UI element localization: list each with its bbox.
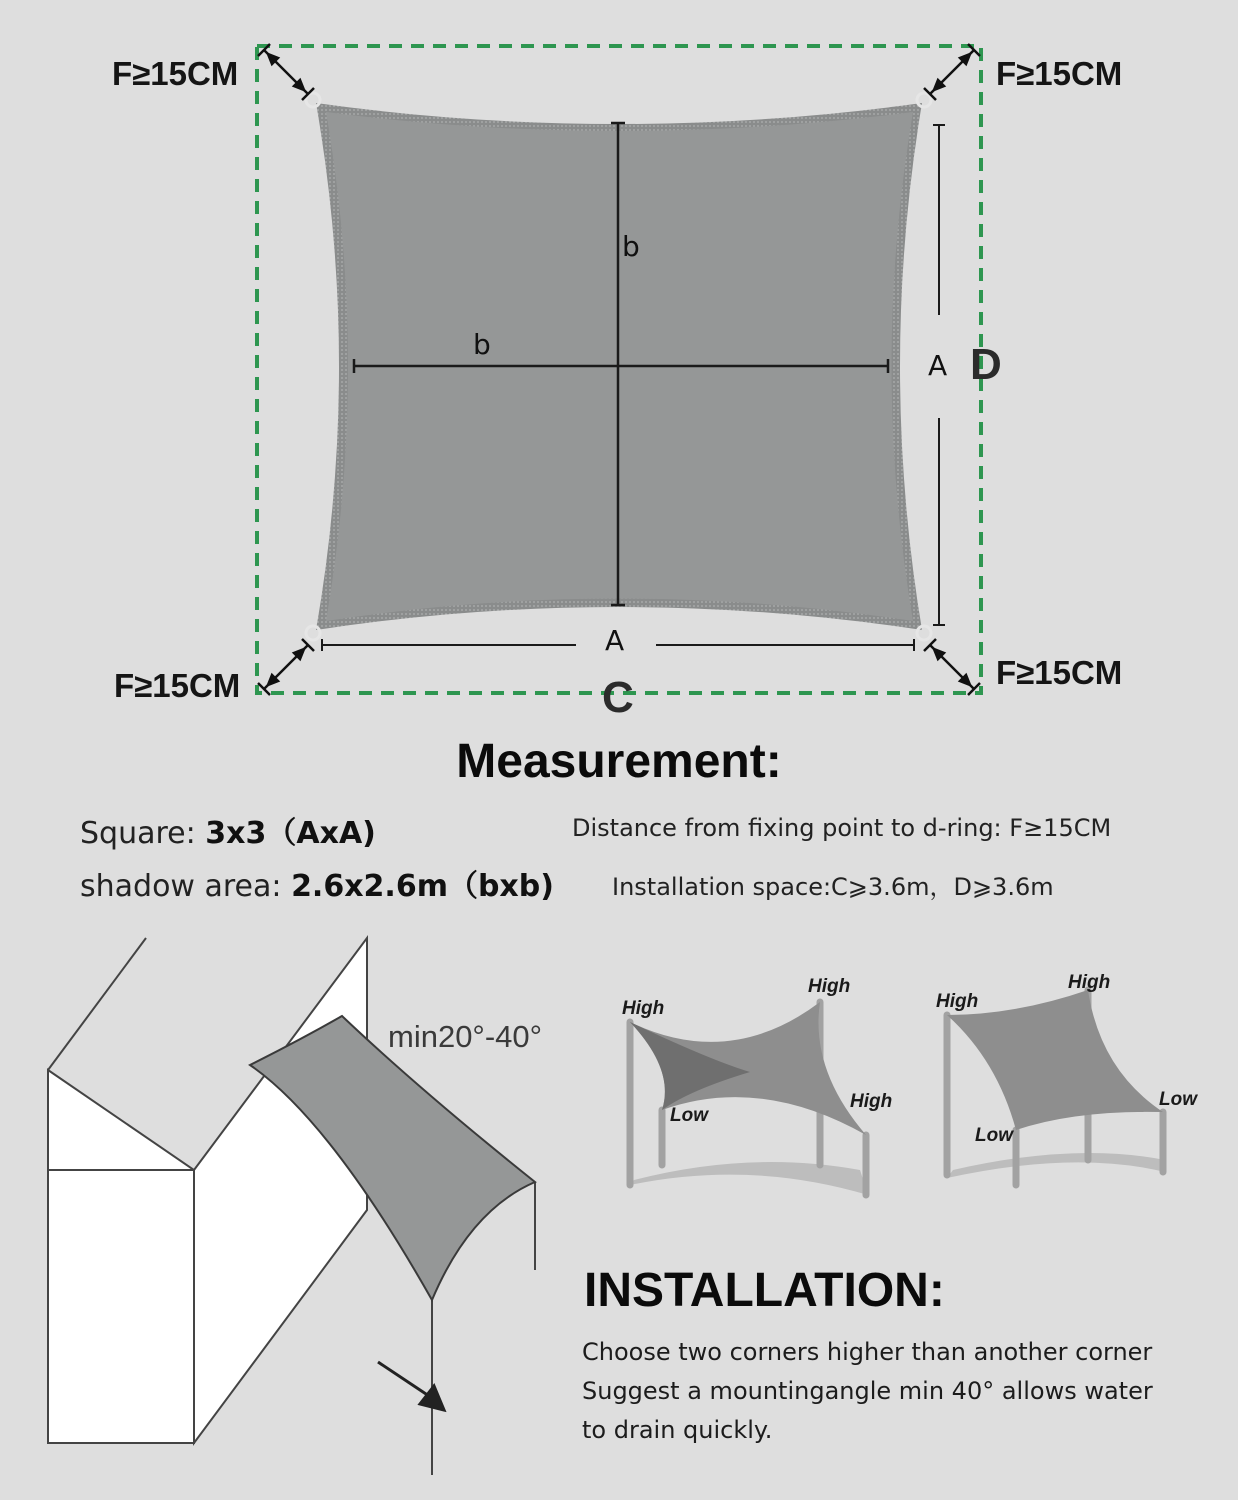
square-spec	[80, 808, 376, 852]
wall-mount-illustration	[0, 920, 570, 1480]
corner-label-bottom-left: F≥15CM	[114, 667, 241, 704]
example-right-high-2: High	[1068, 972, 1111, 993]
installation-line: Suggest a mountingangle min 40° allows water	[582, 1377, 1153, 1405]
angle-label: min20°-40°	[388, 1019, 543, 1054]
angle-arrow-icon	[378, 1362, 444, 1410]
shadow-spec	[80, 861, 554, 905]
corner-label-top-left: F≥15CM	[112, 55, 239, 92]
square-value: 3x3（AxA)	[205, 816, 376, 851]
example-left-high-3: High	[850, 1091, 893, 1112]
installation-title: INSTALLATION:	[584, 1264, 945, 1317]
shade-sail-diagram	[0, 0, 1238, 730]
shadow-value: 2.6x2.6m（bxb)	[291, 869, 554, 904]
horizontal-b-label: b	[473, 328, 491, 361]
example-left-high-2: High	[808, 976, 851, 997]
space-d-label: D	[970, 340, 1002, 389]
installation-line: to drain quickly.	[582, 1416, 773, 1444]
shadow-label: shadow area:	[80, 869, 282, 904]
installation-line: Choose two corners higher than another corner	[582, 1338, 1153, 1366]
sloped-sail	[947, 990, 1163, 1130]
square-label: Square:	[80, 816, 196, 851]
example-right-illustration	[925, 960, 1205, 1210]
wall-front	[194, 938, 367, 1443]
space-spec: Installation space:C⩾3.6m，D⩾3.6m	[612, 873, 1054, 901]
example-right-low-1: Low	[1159, 1089, 1197, 1110]
example-left-high-1: High	[622, 998, 665, 1019]
installation-text	[582, 1333, 1153, 1450]
side-a-bottom-label: A	[605, 624, 625, 657]
example-right-high-1: High	[936, 991, 979, 1012]
corner-label-bottom-right: F≥15CM	[996, 654, 1123, 691]
example-left-low: Low	[670, 1105, 708, 1126]
measurement-title: Measurement:	[456, 735, 782, 788]
example-right-low-2: Low	[975, 1125, 1013, 1146]
vertical-b-label: b	[622, 230, 640, 263]
example-left-illustration	[610, 960, 900, 1210]
side-a-right-label: A	[928, 349, 948, 382]
distance-spec: Distance from fixing point to d-ring: F≥15CM	[572, 814, 1112, 842]
corner-label-top-right: F≥15CM	[996, 55, 1123, 92]
wall-side	[48, 1070, 194, 1443]
space-c-label: C	[602, 673, 634, 722]
